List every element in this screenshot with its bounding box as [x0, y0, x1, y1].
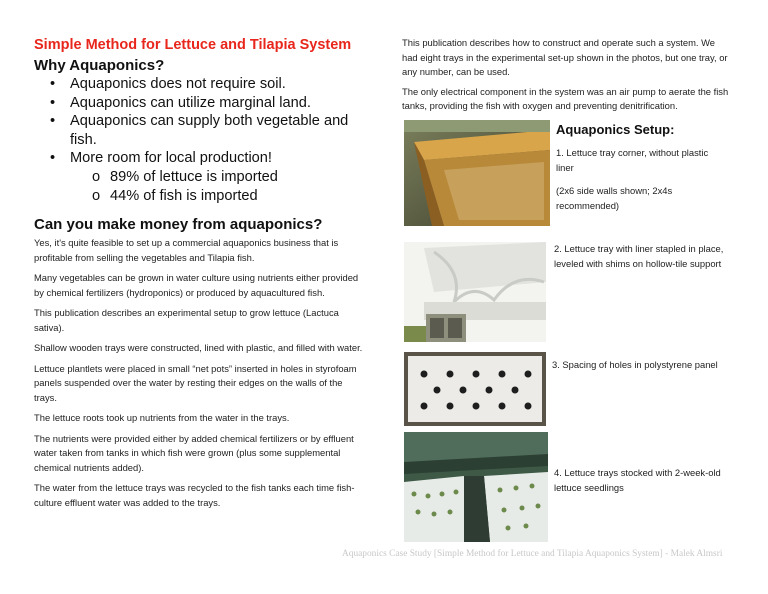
bullet-list	[50, 75, 350, 205]
paragraph: This publication describes an experimental setup to grow lettuce (Lactuca sativa).	[34, 307, 339, 333]
paragraph: Lettuce plantlets were placed in small “net pots” inserted in holes in styrofoam panels suspended over the water by resting their edges on the walls of the trays.	[34, 362, 357, 403]
caption-2: 2. Lettuce tray with liner stapled in place, leveled with shims on hollow-tile support	[554, 243, 724, 269]
setup-heading: Aquaponics Setup:	[556, 122, 675, 137]
tray-liner-photo	[404, 242, 546, 342]
greenhouse-trays-photo	[404, 432, 548, 542]
list-item: • Aquaponics can utilize marginal land.	[50, 94, 311, 111]
sub-bullet-list	[70, 168, 350, 205]
paragraph: This publication describes how to construct and operate such a system. We had eight trays in the experimental set-up shown in the photos, but one tray, or any number, can be used.	[402, 37, 728, 77]
paragraph: Many vegetables can be grown in water culture using nutrients either provided by chemical fertilizers (hydroponics) or produced by aquacultured fish.	[34, 272, 359, 298]
list-item: o 44% of fish is imported	[92, 187, 258, 204]
section-heading-money: Can you make money from aquaponics?	[34, 216, 323, 233]
list-item: • More room for local production! o 89% of lettuce is imported o 44% of fish is imported	[50, 149, 350, 205]
page-footer: Aquaponics Case Study [Simple Method for Lettuce and Tilapia Aquaponics System] - Malek Almsri	[342, 549, 723, 559]
section-heading-why: Why Aquaponics?	[34, 57, 165, 74]
tray-corner-photo	[404, 120, 550, 226]
paragraph: The lettuce roots took up nutrients from the water in the trays.	[34, 412, 290, 423]
body-text-right	[402, 36, 732, 119]
paragraph: The nutrients were provided either by added chemical fertilizers or by effluent water taken from tanks in which fish were grown (plus some supplemental chemical nutrients added).	[34, 432, 354, 473]
caption-1-note: (2x6 side walls shown; 2x4s recommended)	[556, 185, 673, 211]
caption-1: 1. Lettuce tray corner, without plastic liner	[556, 147, 709, 173]
list-item: • Aquaponics does not require soil.	[50, 76, 286, 92]
polystyrene-panel-photo	[404, 352, 546, 426]
caption-3: 3. Spacing of holes in polystyrene panel	[552, 359, 718, 370]
paragraph: Yes, it's quite feasible to set up a commercial aquaponics business that is profitable from selling the vegetables and Tilapia fish.	[34, 237, 339, 263]
body-text-left	[34, 236, 366, 516]
paragraph: The water from the lettuce trays was recycled to the fish tanks each time fish-culture effluent water was added to the trays.	[34, 482, 355, 508]
caption-4: 4. Lettuce trays stocked with 2-week-old lettuce seedlings	[554, 467, 721, 493]
document-title: Simple Method for Lettuce and Tilapia System	[34, 37, 352, 53]
paragraph: Shallow wooden trays were constructed, lined with plastic, and filled with water.	[34, 342, 363, 353]
list-item: • Aquaponics can supply both vegetable and fish.	[50, 113, 349, 148]
list-item: o 89% of lettuce is imported	[92, 168, 278, 185]
paragraph: The only electrical component in the system was an air pump to aerate the fish tanks, providing the fish with oxygen and preventing denitrification.	[402, 85, 729, 111]
